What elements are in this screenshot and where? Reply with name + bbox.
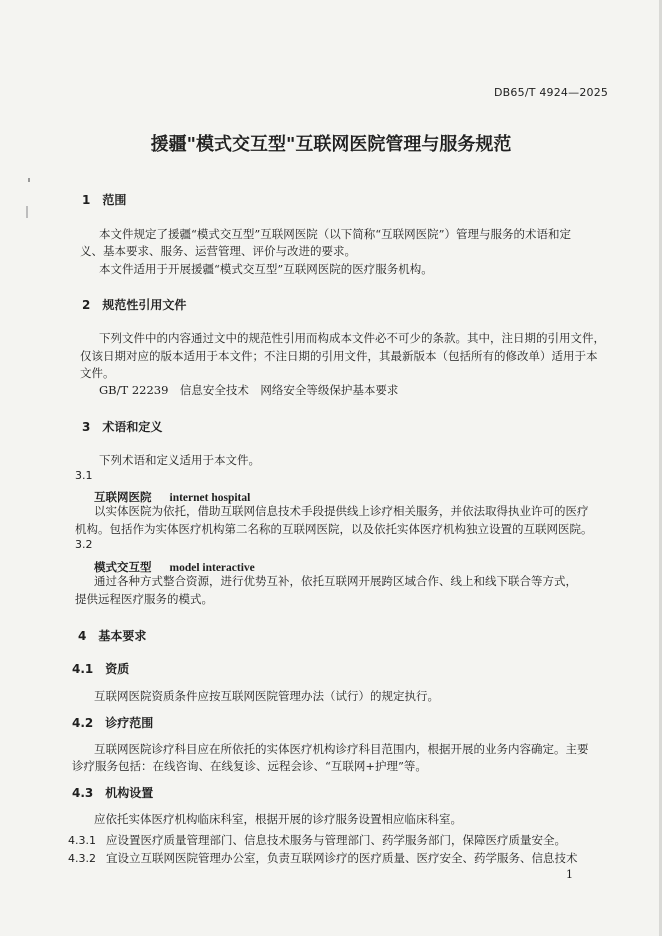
section-3-heading: 3 术语和定义 bbox=[82, 420, 163, 434]
term-name-en: model interactive bbox=[169, 562, 255, 574]
term-number: 3.1 bbox=[75, 469, 93, 482]
term-name-zh: 模式交互型 bbox=[94, 560, 152, 574]
clause-text: 宜设立互联网医院管理办公室，负责互联网诊疗的医疗质量、医疗安全、药学服务、信息技术 bbox=[106, 851, 578, 865]
scan-speck bbox=[26, 206, 28, 218]
term-definition-line: 以实体医院为依托，借助互联网信息技术手段提供线上诊疗相关服务，并依法取得执业许可的医疗 bbox=[94, 504, 589, 518]
section-1-paragraph-line: 本文件适用于开展援疆“模式交互型”互联网医院的医疗服务机构。 bbox=[99, 262, 433, 276]
subsection-4-1-text: 互联网医院资质条件应按互联网医院管理办法（试行）的规定执行。 bbox=[94, 689, 439, 703]
subsection-4-1-heading: 4.1 资质 bbox=[72, 662, 130, 676]
section-1-paragraph-line: 本文件规定了援疆“模式交互型”互联网医院（以下简称“互联网医院”）管理与服务的术语和定 bbox=[99, 227, 572, 241]
section-2-paragraph-line: 仅该日期对应的版本适用于本文件；不注日期的引用文件，其最新版本（包括所有的修改单）适用于本 bbox=[80, 349, 598, 363]
section-1-paragraph-line: 义、基本要求、服务、运营管理、评价与改进的要求。 bbox=[80, 244, 356, 258]
section-4-heading: 4 基本要求 bbox=[78, 629, 147, 643]
term-number: 3.2 bbox=[75, 538, 93, 551]
standard-number: DB65/T 4924—2025 bbox=[494, 86, 609, 99]
section-2-heading: 2 规范性引用文件 bbox=[82, 298, 187, 312]
subsection-4-2-line: 互联网医院诊疗科目应在所依托的实体医疗机构诊疗科目范围内，根据开展的业务内容确定。主要 bbox=[94, 742, 589, 756]
page-number: 1 bbox=[566, 868, 573, 881]
scan-speck bbox=[28, 178, 30, 182]
section-2-paragraph-line: 下列文件中的内容通过文中的规范性引用而构成本文件必不可少的条款。其中，注日期的引用文件， bbox=[99, 331, 605, 345]
clause-number: 4.3.1 bbox=[68, 834, 96, 847]
subsection-4-2-line: 诊疗服务包括：在线咨询、在线复诊、远程会诊、“互联网+护理”等。 bbox=[72, 759, 427, 773]
clause-4-3-1 bbox=[68, 829, 566, 849]
clause-text: 应设置医疗质量管理部门、信息技术服务与管理部门、药学服务部门，保障医疗质量安全。 bbox=[106, 833, 566, 847]
section-1-heading: 1 范围 bbox=[82, 193, 127, 207]
clause-4-3-2 bbox=[68, 847, 578, 867]
normative-reference: GB/T 22239 信息安全技术 网络安全等级保护基本要求 bbox=[99, 383, 399, 397]
subsection-4-2-heading: 4.2 诊疗范围 bbox=[72, 716, 154, 730]
section-2-paragraph-line: 文件。 bbox=[80, 366, 115, 380]
section-3-intro: 下列术语和定义适用于本文件。 bbox=[99, 453, 260, 467]
subsection-4-3-heading: 4.3 机构设置 bbox=[72, 786, 154, 800]
document-title: 援疆"模式交互型"互联网医院管理与服务规范 bbox=[150, 134, 512, 155]
term-name-en: internet hospital bbox=[169, 492, 251, 504]
term-definition-line: 通过各种方式整合资源，进行优势互补，依托互联网开展跨区域合作、线上和线下联合等方式， bbox=[94, 574, 577, 588]
term-definition-line: 提供远程医疗服务的模式。 bbox=[75, 592, 213, 606]
subsection-4-3-text: 应依托实体医疗机构临床科室，根据开展的诊疗服务设置相应临床科室。 bbox=[94, 812, 462, 826]
term-name-zh: 互联网医院 bbox=[94, 490, 152, 504]
clause-number: 4.3.2 bbox=[68, 852, 96, 865]
term-definition-line: 机构。包括作为实体医疗机构第二名称的互联网医院，以及依托实体医疗机构独立设置的互联网医院。 bbox=[75, 522, 593, 536]
